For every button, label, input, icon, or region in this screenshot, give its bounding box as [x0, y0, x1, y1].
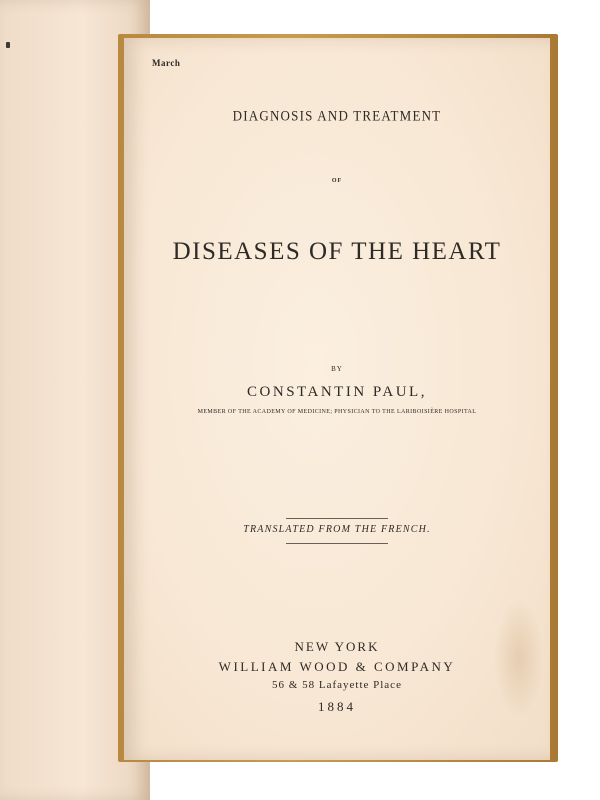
page-mark — [6, 42, 10, 48]
bottom-rule — [286, 543, 388, 544]
by-word: BY — [331, 365, 343, 373]
top-rule — [286, 518, 388, 519]
translation-note: TRANSLATED FROM THE FRENCH. — [243, 524, 431, 535]
title-page — [124, 38, 550, 760]
publisher-city: NEW YORK — [294, 639, 380, 654]
author-credentials: MEMBER OF THE ACADEMY OF MEDICINE; PHYSICIAN TO THE LARIBOISIÈRE HOSPITAL — [197, 409, 477, 415]
title-top: DIAGNOSIS AND TREATMENT — [232, 106, 442, 125]
publication-year: 1884 — [318, 699, 356, 714]
author-name: CONSTANTIN PAUL, — [247, 384, 427, 400]
of-word: OF — [331, 178, 343, 184]
publisher-address: 56 & 58 Lafayette Place — [272, 679, 402, 691]
margin-note: March — [152, 58, 181, 68]
publisher-name: WILLIAM WOOD & COMPANY — [218, 659, 456, 674]
main-title: DISEASES OF THE HEART — [172, 238, 502, 265]
